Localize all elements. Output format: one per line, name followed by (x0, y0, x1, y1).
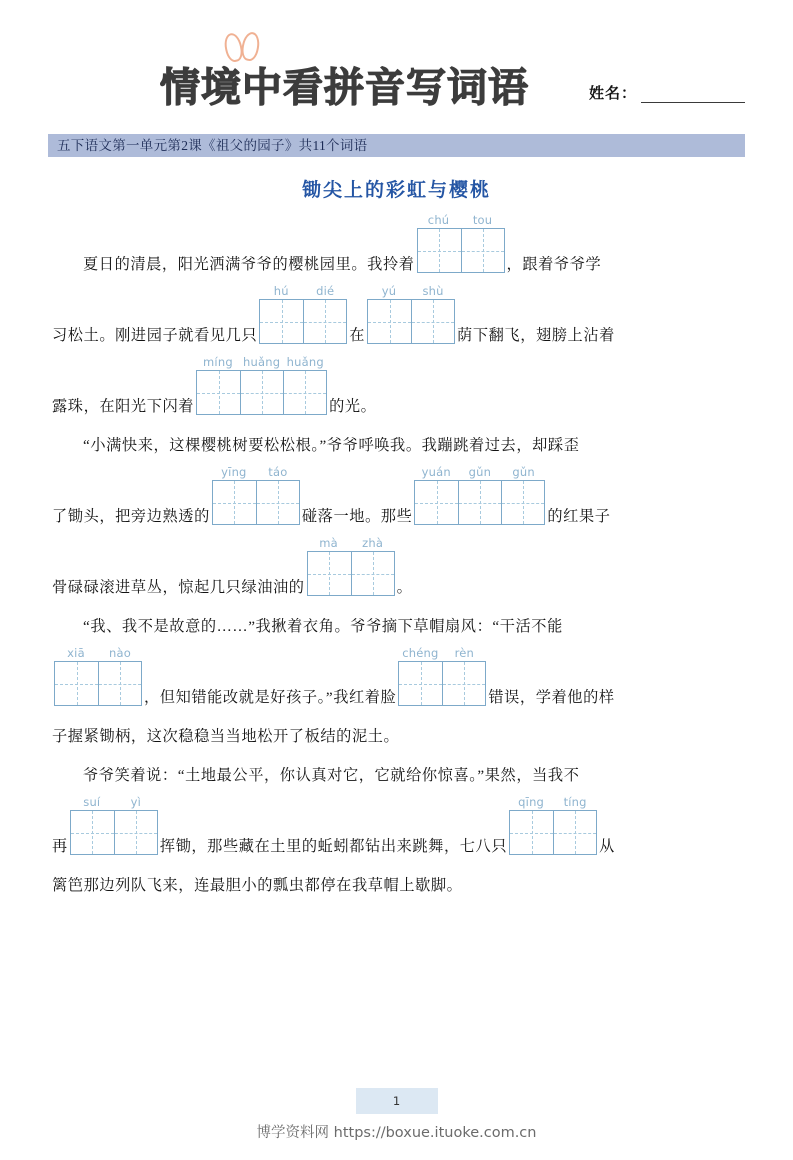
passage-text: “我、我不是故意的……”我揪着衣角。爷爷摘下草帽扇风：“干活不能 (83, 617, 563, 635)
pinyin-label: tou (472, 212, 493, 227)
passage-line (52, 864, 741, 894)
pinyin-label: hú (273, 283, 289, 298)
passage-text: “小满快来，这棵樱桃树要松松根。”爷爷呼唤我。我蹦跳着过去，却踩歪 (83, 436, 580, 454)
tianzige-cell[interactable] (71, 811, 114, 854)
pinyin-label: gǔn (468, 464, 492, 479)
passage-text: 篱笆那边列队飞来，连最胆小的瓢虫都停在我草帽上歇脚。 (52, 876, 463, 894)
pinyin-row (417, 212, 505, 227)
pinyin-label: zhà (362, 535, 384, 550)
passage-text: ，但知错能改就是好孩子。”我红着脸 (144, 688, 397, 706)
writing-slot-9[interactable] (398, 645, 486, 706)
passage-text: 爷爷笑着说：“土地最公平，你认真对它，它就给你惊喜。”果然，当我不 (83, 766, 580, 784)
tianzige-cell[interactable] (98, 662, 141, 705)
passage-text: 了锄头，把旁边熟透的 (52, 507, 210, 525)
pinyin-row (54, 645, 142, 660)
writing-slot-10[interactable] (70, 794, 158, 855)
tianzige-cell[interactable] (501, 481, 544, 524)
tianzige-cell[interactable] (197, 371, 240, 414)
passage-text: 骨碌碌滚进草丛，惊起几只绿油油的 (52, 578, 305, 596)
tianzige-grid[interactable] (54, 661, 142, 706)
tianzige-grid[interactable] (259, 299, 347, 344)
tianzige-cell[interactable] (442, 662, 485, 705)
passage-text: 荫下翻飞，翅膀上沾着 (457, 326, 615, 344)
pinyin-label: nào (109, 645, 131, 660)
pinyin-label: huǎng (286, 354, 324, 369)
pinyin-label: shù (422, 283, 444, 298)
tianzige-cell[interactable] (308, 552, 351, 595)
lesson-info-bar: 五下语文第一单元第2课《祖父的园子》共11个词语 (48, 134, 745, 157)
passage-text: 在 (349, 326, 366, 344)
site-watermark: 博学资料网 https://boxue.ituoke.com.cn (256, 1125, 537, 1141)
pinyin-label: yuán (421, 464, 451, 479)
passage-text: 的光。 (329, 397, 377, 415)
article-title: 锄尖上的彩虹与樱桃 (301, 180, 491, 201)
page-number-badge: 1 (356, 1088, 438, 1114)
pinyin-label: dié (316, 283, 335, 298)
tianzige-cell[interactable] (55, 662, 98, 705)
writing-slot-8[interactable] (54, 645, 142, 706)
tianzige-cell[interactable] (461, 229, 504, 272)
pinyin-row (307, 535, 395, 550)
passage-line (52, 212, 741, 273)
passage-line (52, 645, 741, 706)
tianzige-grid[interactable] (212, 480, 300, 525)
tianzige-cell[interactable] (114, 811, 157, 854)
tianzige-grid[interactable] (196, 370, 327, 415)
pinyin-row (70, 794, 158, 809)
writing-slot-11[interactable] (509, 794, 597, 855)
pinyin-label: xiā (67, 645, 85, 660)
tianzige-cell[interactable] (415, 481, 458, 524)
tianzige-cell[interactable] (213, 481, 256, 524)
tianzige-cell[interactable] (411, 300, 454, 343)
tianzige-cell[interactable] (368, 300, 411, 343)
writing-slot-2[interactable] (259, 283, 347, 344)
passage-text: 习松土。刚进园子就看见几只 (52, 326, 258, 344)
tianzige-cell[interactable] (260, 300, 303, 343)
worksheet-title-wrap (160, 46, 529, 111)
tianzige-grid[interactable] (367, 299, 455, 344)
writing-slot-6[interactable] (414, 464, 545, 525)
passage-line (52, 794, 741, 855)
writing-slot-7[interactable] (307, 535, 395, 596)
pinyin-label: míng (203, 354, 233, 369)
tianzige-cell[interactable] (458, 481, 501, 524)
pinyin-row (259, 283, 347, 298)
pinyin-label: yīng (221, 464, 247, 479)
pinyin-label: suí (83, 794, 101, 809)
student-name-label: 姓名： (588, 86, 637, 102)
tianzige-grid[interactable] (417, 228, 505, 273)
passage-text: 挥锄，那些藏在土里的蚯蚓都钻出来跳舞，七八只 (159, 837, 508, 855)
pinyin-label: tíng (563, 794, 587, 809)
pinyin-label: qīng (518, 794, 545, 809)
tianzige-cell[interactable] (256, 481, 299, 524)
passage-text: 露珠，在阳光下闪着 (52, 397, 195, 415)
passage-line (52, 424, 741, 454)
writing-slot-5[interactable] (212, 464, 300, 525)
passage-body (52, 212, 741, 894)
pinyin-label: rèn (454, 645, 475, 660)
tianzige-cell[interactable] (351, 552, 394, 595)
tianzige-grid[interactable] (307, 551, 395, 596)
passage-line (52, 535, 741, 596)
passage-text: 子握紧锄柄，这次稳稳当当地松开了板结的泥土。 (52, 727, 400, 745)
passage-text: 。 (396, 578, 413, 596)
pinyin-label: chú (427, 212, 450, 227)
passage-text: 的红果子 (547, 507, 611, 525)
pinyin-label: mà (319, 535, 338, 550)
passage-line (52, 283, 741, 344)
passage-text: 错误，学着他的样 (488, 688, 615, 706)
tianzige-grid[interactable] (509, 810, 597, 855)
tianzige-grid[interactable] (414, 480, 545, 525)
passage-text: 再 (52, 837, 68, 855)
tianzige-cell[interactable] (240, 371, 283, 414)
pinyin-label: táo (268, 464, 288, 479)
pinyin-label: huǎng (242, 354, 281, 369)
tianzige-cell[interactable] (418, 229, 461, 272)
pinyin-row (196, 354, 327, 369)
tianzige-grid[interactable] (70, 810, 158, 855)
passage-line (52, 354, 741, 415)
pinyin-label: yú (381, 283, 397, 298)
tianzige-grid[interactable] (398, 661, 486, 706)
pinyin-row (398, 645, 486, 660)
pinyin-label: yì (130, 794, 141, 809)
passage-text: 碰落一地。那些 (301, 507, 413, 525)
passage-line (52, 715, 741, 745)
pinyin-label: gǔn (512, 464, 535, 479)
tianzige-cell[interactable] (553, 811, 596, 854)
pinyin-row (212, 464, 300, 479)
writing-slot-4[interactable] (196, 354, 327, 415)
writing-slot-3[interactable] (367, 283, 455, 344)
passage-line (52, 464, 741, 525)
passage-line (52, 754, 741, 784)
pinyin-row (509, 794, 597, 809)
passage-line (52, 605, 741, 635)
page-title: 情境中看拼音写词语 (160, 65, 529, 111)
pinyin-row (367, 283, 455, 298)
page-header (48, 38, 745, 130)
passage-text: ，跟着爷爷学 (506, 255, 602, 273)
student-name-input[interactable] (641, 87, 745, 103)
tianzige-cell[interactable] (303, 300, 346, 343)
passage-text: 从 (599, 837, 615, 855)
pinyin-label: chéng (402, 645, 439, 660)
student-name-field[interactable] (589, 82, 745, 103)
writing-slot-1[interactable] (417, 212, 505, 273)
tianzige-cell[interactable] (283, 371, 326, 414)
passage-text: 夏日的清晨，阳光洒满爷爷的樱桃园里。我拎着 (83, 255, 415, 273)
tianzige-cell[interactable] (399, 662, 442, 705)
pinyin-row (414, 464, 545, 479)
tianzige-cell[interactable] (510, 811, 553, 854)
